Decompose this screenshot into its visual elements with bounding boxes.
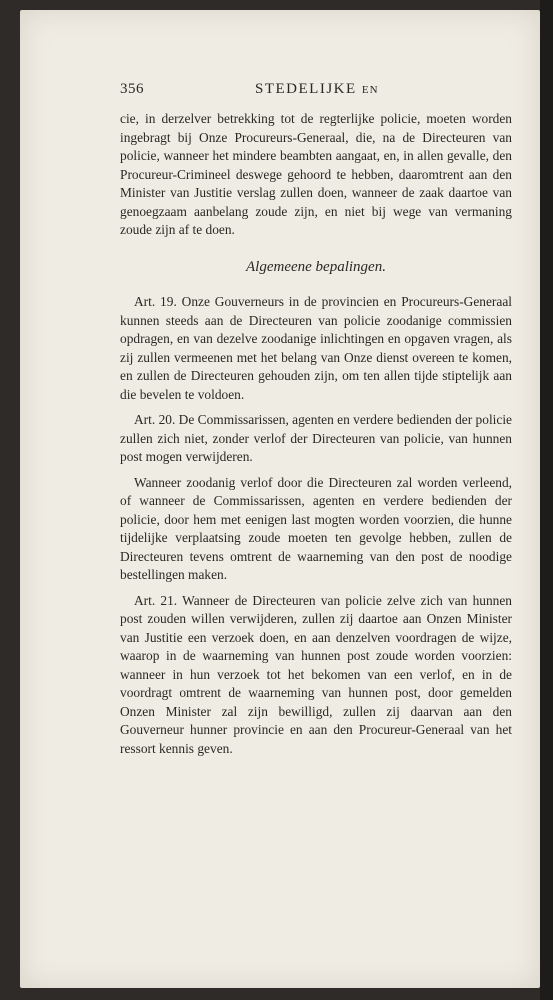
scan-edge bbox=[540, 0, 553, 1000]
page-text bbox=[120, 80, 512, 758]
article-20: Art. 20. De Commissarissen, agenten en verdere bedienden der policie zullen zich niet, zonder verlof der Directeuren van policie, van hunnen post mogen verwijderen. bbox=[120, 412, 512, 464]
article-19: Art. 19. Onze Gouverneurs in de provincien en Procureurs-Generaal kunnen steeds aan de Directeuren van policie zoodanige commissien opdragen, en van dezelve zoodanige inlichtingen en opgaven vragen, als zij zullen vermeenen met het belang van Onze dienst overeen te komen, en zullen de Directeuren gehouden zijn, om ten allen tijde stiptelijk aan die bevelen te voldoen. bbox=[120, 294, 512, 402]
article-20-paragraph-2: Wanneer zoodanig verlof door die Directeuren zal worden verleend, of wanneer de Commissarissen, agenten en verdere bedienden der policie, door hem met eenigen last mogten worden voorzien, die hunne tijdelijke verplaatsing zoude moeten ten gevolge hebben, zullen de Directeuren tevens omtrent de waarneming van den post de noodige bestellingen maken. bbox=[120, 474, 512, 582]
page-number: 356 bbox=[120, 81, 144, 97]
running-title-small: EN bbox=[361, 84, 379, 96]
paragraph-continued: cie, in derzelver betrekking tot de regterlijke policie, moeten worden ingebragt bij Onze Procureurs-Generaal, die, na de Directeuren van policie, wanneer het mindere beambten aangaat, en, in allen gevalle, den Procureur-Crimineel deswege gehoord te hebben, daaromtrent aan den Minister van Justitie verslag zullen doen, wanneer de zaak daartoe van genoegzaam aanbelang zoude zijn, en niet bij wege van vermaning zoude zijn af te doen. bbox=[120, 111, 512, 237]
page-header bbox=[120, 80, 512, 102]
article-21: Art. 21. Wanneer de Directeuren van policie zelve zich van hunnen post zouden willen verwijderen, zullen zij daartoe aan Onzen Minister van Justitie een verzoek doen, en aan denzelven voordragen de wijze, waarop in de waarneming van hunnen post zoude worden voorzien: wanneer in hun verzoek tot het bekomen van een verlof, en in de voordragt omtrent de waarneming van hunnen post, door gemelden Onzen Minister zal zijn bewilligd, zullen zij daarvan aan den Gouverneur hunner provincie en aan den Procureur-Generaal van het ressort kennis geven. bbox=[120, 592, 512, 756]
running-title-main: STEDELIJKE bbox=[255, 81, 357, 97]
section-heading: Algemeene bepalingen. bbox=[246, 258, 386, 275]
running-title bbox=[255, 80, 379, 100]
